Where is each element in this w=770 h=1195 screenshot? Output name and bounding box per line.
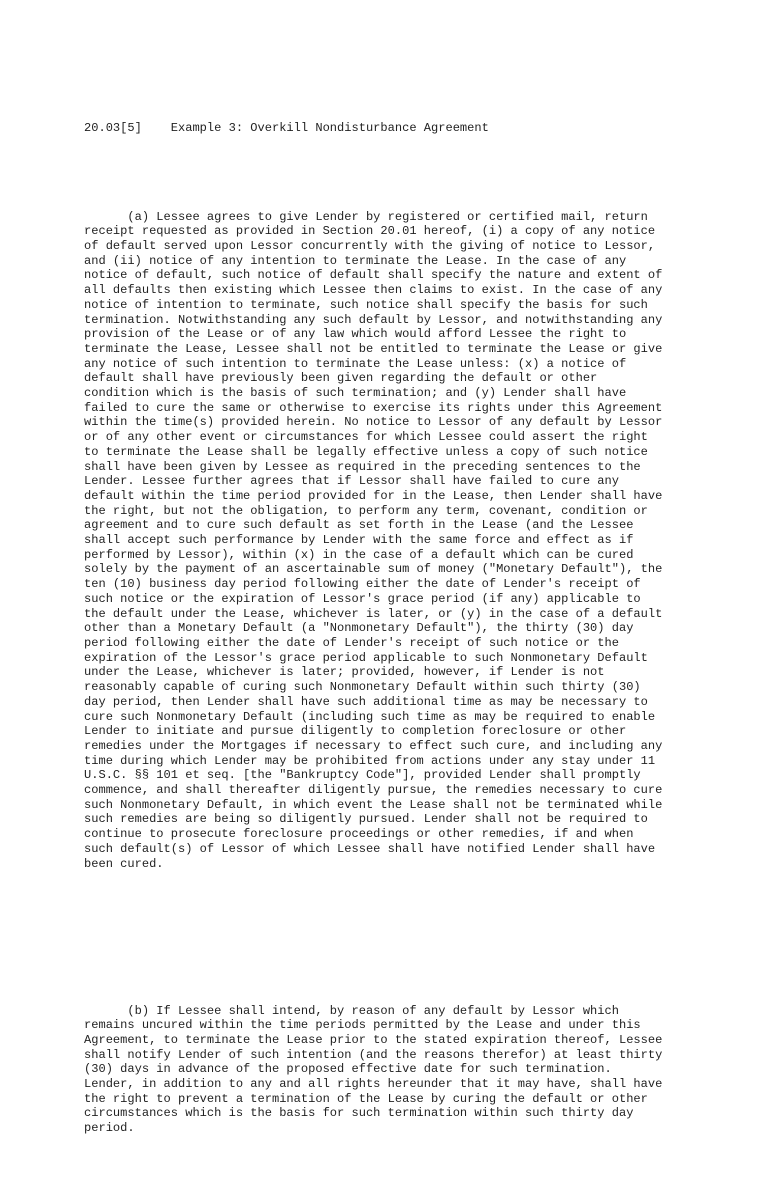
text-line: (b) If Lessee shall intend, by reason of any default by Lessor which: [84, 1003, 619, 1018]
text-line: reasonably capable of curing such Nonmonetary Default within such thirty (30): [84, 680, 641, 695]
text-line: other than a Monetary Default (a "Nonmonetary Default"), the thirty (30) day: [84, 621, 634, 636]
text-line: all defaults then existing which Lessee then claims to exist. In the case of any: [84, 283, 663, 298]
document-body: [84, 92, 694, 1195]
text-line: agreement and to cure such default as set forth in the Lease (and the Lessee: [84, 518, 634, 533]
text-line: under the Lease, whichever is later; provided, however, if Lender is not: [84, 665, 605, 680]
text-line: remedies under the Mortgages if necessary to effect such cure, and including any: [84, 738, 663, 753]
text-line: shall notify Lender of such intention (and the reasons therefor) at least thirty: [84, 1047, 663, 1062]
text-line: circumstances which is the basis for such termination within such thirty day: [84, 1106, 634, 1121]
text-line: failed to cure the same or otherwise to exercise its rights under this Agreement: [84, 400, 663, 415]
text-line: notice of default, such notice of default shall specify the nature and extent of: [84, 268, 663, 283]
section-heading: 20.03[5] Example 3: Overkill Nondisturbance Agreement: [84, 121, 489, 136]
text-line: continue to prosecute foreclosure proceedings or other remedies, if and when: [84, 827, 634, 842]
paragraph-b: [84, 974, 694, 1165]
text-line: such default(s) of Lessor of which Lessee shall have notified Lender shall have: [84, 841, 656, 856]
text-line: and (ii) notice of any intention to terminate the Lease. In the case of any: [84, 253, 627, 268]
text-line: remains uncured within the time periods permitted by the Lease and under this: [84, 1018, 641, 1033]
text-line: default within the time period provided for in the Lease, then Lender shall have: [84, 488, 663, 503]
text-line: Lender, in addition to any and all rights hereunder that it may have, shall have: [84, 1077, 663, 1092]
text-line: notice of intention to terminate, such notice shall specify the basis for such: [84, 297, 648, 312]
text-line: receipt requested as provided in Section 20.01 hereof, (i) a copy of any notice: [84, 224, 656, 239]
text-line: (30) days in advance of the proposed effective date for such termination.: [84, 1062, 612, 1077]
paragraph-a-lines: [84, 210, 694, 872]
text-line: such Nonmonetary Default, in which event the Lease shall not be terminated while: [84, 797, 663, 812]
text-line: condition which is the basis of such termination; and (y) Lender shall have: [84, 386, 627, 401]
paragraph-separator: [84, 930, 694, 945]
paragraph-a: [84, 180, 694, 900]
text-line: solely by the payment of an ascertainable sum of money ("Monetary Default"), the: [84, 562, 663, 577]
text-line: period.: [84, 1121, 135, 1136]
text-line: any notice of such intention to terminate the Lease unless: (x) a notice of: [84, 356, 627, 371]
paragraph-b-lines: [84, 1004, 694, 1136]
text-line: day period, then Lender shall have such additional time as may be necessary to: [84, 694, 648, 709]
text-line: ten (10) business day period following either the date of Lender's receipt of: [84, 577, 641, 592]
text-line: provision of the Lease or of any law which would afford Lessee the right to: [84, 327, 627, 342]
text-line: been cured.: [84, 856, 164, 871]
text-line: the right to prevent a termination of the Lease by curing the default or other: [84, 1091, 648, 1106]
text-line: the right, but not the obligation, to perform any term, covenant, condition or: [84, 503, 648, 518]
text-line: such notice or the expiration of Lessor's grace period (if any) applicable to: [84, 591, 641, 606]
text-line: such remedies are being so diligently pursued. Lender shall not be required to: [84, 812, 648, 827]
text-line: terminate the Lease, Lessee shall not be entitled to terminate the Lease or give: [84, 341, 663, 356]
text-line: period following either the date of Lender's receipt of such notice or the: [84, 636, 619, 650]
text-line: or of any other event or circumstances for which Lessee could assert the right: [84, 430, 648, 445]
text-line: Agreement, to terminate the Lease prior to the stated expiration thereof, Lessee: [84, 1032, 663, 1047]
text-line: default shall have previously been given regarding the default or other: [84, 371, 598, 386]
text-line: Lender to initiate and pursue diligently to completion foreclosure or other: [84, 724, 627, 739]
text-line: termination. Notwithstanding any such default by Lessor, and notwithstanding any: [84, 312, 663, 327]
text-line: expiration of the Lessor's grace period applicable to such Nonmonetary Default: [84, 650, 648, 665]
text-line: Lender. Lessee further agrees that if Lessor shall have failed to cure any: [84, 474, 619, 489]
text-line: time during which Lender may be prohibited from actions under any stay under 11: [84, 753, 656, 768]
text-line: shall accept such performance by Lender with the same force and effect as if: [84, 533, 634, 548]
text-line: cure such Nonmonetary Default (including such time as may be required to enable: [84, 709, 656, 724]
text-line: the default under the Lease, whichever is later, or (y) in the case of a default: [84, 606, 663, 621]
text-line: within the time(s) provided herein. No notice to Lessor of any default by Lessor: [84, 415, 663, 430]
text-line: (a) Lessee agrees to give Lender by registered or certified mail, return: [84, 209, 648, 224]
text-line: U.S.C. §§ 101 et seq. [the "Bankruptcy Code"], provided Lender shall promptly: [84, 768, 641, 783]
text-line: of default served upon Lessor concurrently with the giving of notice to Lessor,: [84, 239, 656, 254]
text-line: performed by Lessor), within (x) in the case of a default which can be cured: [84, 547, 634, 562]
text-line: shall have been given by Lessee as required in the preceding sentences to the: [84, 459, 641, 474]
text-line: commence, and shall thereafter diligently pursue, the remedies necessary to cure: [84, 783, 663, 798]
text-line: to terminate the Lease shall be legally effective unless a copy of such notice: [84, 444, 648, 459]
